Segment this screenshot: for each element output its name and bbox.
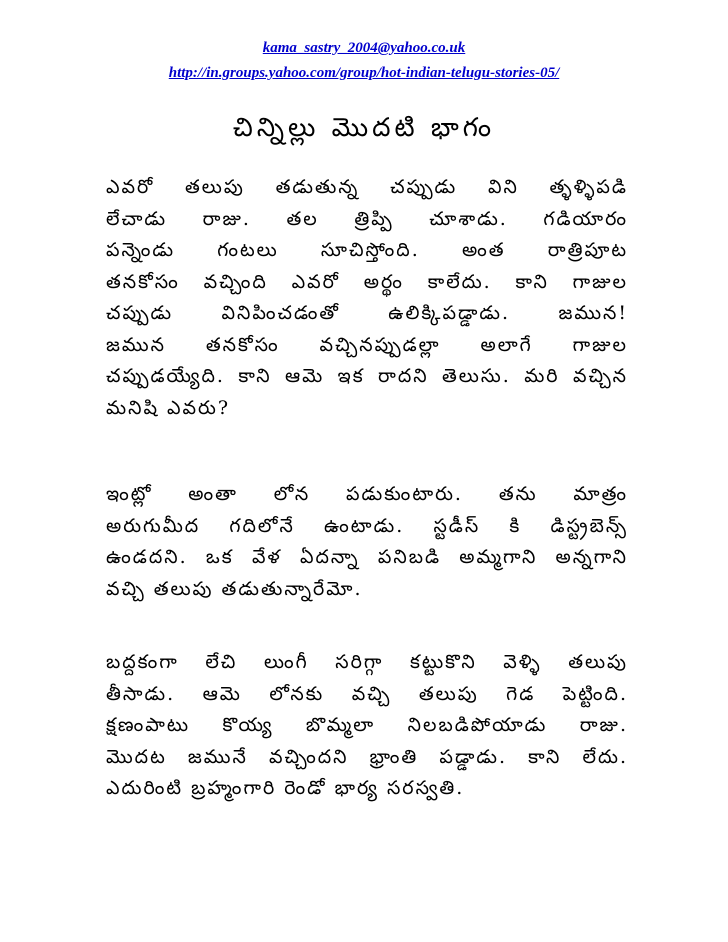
paragraph-line: చప్పుడయ్యేది. కాని ఆమె ఇక రాదని తెలుసు. మరి వచ్చిన [106, 365, 628, 387]
paragraph-line: మొదట జమునే వచ్చిందని భ్రాంతి పడ్డాడు. కాని లేదు. [106, 745, 628, 768]
group-url-link[interactable]: http://in.groups.yahoo.com/group/hot-indian-telugu-stories-05/ [168, 65, 560, 81]
paragraph-line: ఉండదని. ఒక వేళ ఏదన్నా పనిబడి అమ్మగాని అన్నగాని [106, 546, 628, 568]
author-email-link[interactable]: kama_sastry_2004@yahoo.co.uk [262, 40, 466, 56]
paragraph-line: తనకోసం వచ్చింది ఎవరో అర్థం కాలేదు. కాని గాజుల [106, 270, 628, 293]
paragraph-line: ఎదురింటి బ్రహ్మంగారి రెండో భార్య సరస్వతి. [106, 777, 465, 799]
paragraph-line: వచ్చి తలుపు తడుతున్నారేమో. [106, 577, 363, 600]
paragraph-line: తీసాడు. ఆమె లోనకు వచ్చి తలుపు గెడ పెట్టింది. [106, 682, 628, 705]
paragraph-3 [106, 647, 628, 805]
paragraph-line: చప్పుడు వినిపించడంతో ఉలిక్కిపడ్డాడు. జమున! [106, 302, 628, 324]
paragraph-line: పన్నెండు గంటలు సూచిస్తోంది. అంత రాత్రిపూట [106, 239, 628, 261]
paragraph-line: జమున తనకోసం వచ్చినప్పుడల్లా అలాగే గాజుల [106, 333, 628, 356]
paragraph-1 [106, 172, 628, 424]
paragraph-line: బద్దకంగా లేచి లుంగీ సరిగ్గా కట్టుకొని వెళ్ళి తలుపు [106, 651, 628, 673]
paragraph-line: ఎవరో తలుపు తడుతున్న చప్పుడు విని త్ళళ్ళిపడి [106, 176, 628, 198]
paragraph-2 [106, 479, 628, 605]
paragraph-line: క్షణంపాటు కొయ్య బొమ్మలా నిలబడిపోయాడు రాజు. [106, 714, 628, 736]
paragraph-line: అరుగుమీద గదిలోనే ఉంటాడు. స్టడీస్ కి డిస్ట్రబెన్స్ [106, 514, 628, 537]
paragraph-line: లేచాడు రాజు. తల త్రిప్పి చూశాడు. గడియారం [106, 207, 628, 230]
paragraph-line: మనిషి ఎవరు? [106, 396, 231, 419]
paragraph-line: ఇంట్లో అంతా లోన పడుకుంటారు. తను మాత్రం [106, 483, 628, 505]
story-title: చిన్నిల్లు మొదటి భాగం [232, 113, 496, 143]
